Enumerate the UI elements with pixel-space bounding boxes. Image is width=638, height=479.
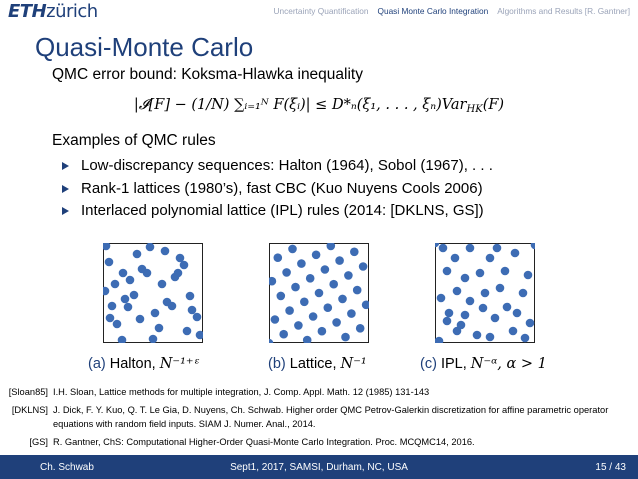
references [0, 385, 638, 449]
formula-lhs: |𝓘[F] − (1/N) ∑ᵢ₌₁ᴺ F(ξᵢ)| [133, 97, 311, 113]
data-point [121, 295, 130, 304]
data-point [511, 249, 520, 258]
data-point [347, 309, 356, 318]
halton-point-plot [103, 243, 203, 343]
data-point [443, 267, 452, 276]
data-point [362, 301, 369, 310]
halton-caption [88, 355, 200, 373]
eth-logo [8, 2, 98, 22]
data-point [315, 289, 324, 298]
data-point [513, 309, 522, 318]
data-point [476, 269, 485, 278]
data-point [437, 294, 446, 303]
logo-bold: ETH [8, 1, 47, 22]
footer-page: 15 / 43 [595, 462, 626, 473]
data-point [496, 284, 505, 293]
data-point [335, 256, 344, 265]
data-point [285, 306, 294, 315]
data-point [466, 297, 475, 306]
data-point [479, 304, 488, 313]
data-point [119, 269, 128, 278]
data-point [344, 271, 353, 280]
data-point [130, 291, 139, 300]
data-point [329, 280, 338, 289]
formula-tail: (F) [482, 97, 505, 113]
data-point [136, 315, 145, 324]
data-point [353, 286, 362, 295]
data-point [486, 333, 495, 342]
lattice-plot-svg [269, 243, 369, 343]
data-point [439, 244, 448, 253]
formula-rel: ≤ [310, 97, 332, 113]
data-point [338, 295, 347, 304]
data-point [113, 320, 122, 329]
data-point [149, 335, 158, 343]
data-point [269, 339, 273, 343]
footer-author: Ch. Schwab [40, 462, 94, 473]
formula-hk: HK [466, 104, 483, 115]
data-point [524, 271, 533, 280]
data-point [300, 298, 309, 307]
data-point [303, 336, 312, 343]
lattice-point-plot [269, 243, 369, 343]
caption-label: IPL, [436, 356, 471, 372]
data-point [103, 243, 110, 250]
data-point [274, 253, 283, 262]
data-point [521, 334, 530, 343]
data-point [133, 250, 142, 259]
caption-math: N⁻¹ [340, 356, 367, 372]
bullet-triangle-icon [62, 185, 69, 193]
data-point [435, 243, 439, 247]
data-point [279, 330, 288, 339]
logo-rest: zürich [46, 1, 98, 22]
bullet-text: Rank-1 lattices (1980’s), fast CBC (Kuo Nuyens Cools 2006) [81, 179, 483, 197]
caption-tag: (a) [88, 356, 106, 372]
bullet-text: Low-discrepancy sequences: Halton (1964), Sobol (1967), . . . [81, 157, 493, 174]
nav-algorithms[interactable]: Algorithms and Results [R. Gantner] [497, 6, 630, 16]
bullet-text: Interlaced polynomial lattice (IPL) rules (2014: [DKLNS, GS]) [81, 202, 484, 219]
data-point [332, 318, 341, 327]
data-point [356, 324, 365, 333]
data-point [457, 321, 466, 330]
data-point [163, 298, 172, 307]
footer-event: Sept1, 2017, SAMSI, Durham, NC, USA [230, 462, 408, 473]
list-item [62, 200, 493, 223]
data-point [503, 303, 512, 312]
data-point [493, 244, 502, 253]
section-nav [273, 6, 630, 16]
data-point [526, 319, 535, 328]
data-point [171, 273, 180, 282]
reference-key: [DKLNS] [11, 404, 48, 415]
reference-text: I.H. Sloan, Lattice methods for multiple integration, J. Comp. Appl. Math. 12 (1985) 131-143 [53, 387, 430, 397]
data-point [183, 327, 192, 336]
list-item [62, 178, 493, 201]
caption-label: Halton, [105, 356, 160, 372]
halton-plot-svg [103, 243, 203, 343]
reference-dklns [0, 403, 638, 432]
data-point [461, 274, 470, 283]
data-point [124, 303, 133, 312]
data-point [108, 302, 117, 311]
data-point [491, 314, 500, 323]
ipl-plot-svg [435, 243, 535, 343]
data-point [350, 248, 359, 257]
lattice-caption [268, 355, 367, 373]
slide-title: Quasi-Monte Carlo [35, 32, 254, 62]
data-point [288, 245, 297, 254]
header-bar [0, 0, 638, 24]
caption-math: N⁻¹⁺ᵋ [159, 356, 200, 372]
data-point [453, 287, 462, 296]
data-point [509, 327, 518, 336]
data-point [451, 254, 460, 263]
list-item [62, 155, 493, 178]
data-point [486, 254, 495, 263]
reference-text: J. Dick, F. Y. Kuo, Q. T. Le Gia, D. Nuyens, Ch. Schwab. Higher order QMC Petrov-Galerkin discretization for affine parametric operator equations with random field inputs. SIAM J. Numer. Anal., 2014. [53, 404, 609, 429]
data-point [466, 244, 475, 253]
data-point [306, 274, 315, 283]
data-point [111, 280, 120, 289]
reference-key: [Sloan85] [8, 387, 48, 397]
data-point [531, 243, 535, 249]
caption-math: N⁻ᵅ, α > 1 [470, 356, 547, 372]
data-point [291, 283, 300, 292]
data-point [341, 333, 350, 342]
data-point [155, 324, 164, 333]
data-point [193, 313, 202, 322]
data-point [188, 306, 197, 315]
data-point [161, 247, 170, 256]
data-point [321, 265, 330, 274]
nav-uq[interactable]: Uncertainty Quantification [273, 6, 369, 16]
data-point [519, 289, 528, 298]
footer-bar [0, 455, 638, 479]
data-point [176, 254, 185, 263]
data-point [126, 276, 135, 285]
reference-text: R. Gantner, ChS: Computational Higher-Order Quasi-Monte Carlo Integration. Proc. MCQMC14, 2016. [53, 436, 475, 447]
data-point [297, 259, 306, 268]
data-point [445, 309, 454, 318]
bullet-triangle-icon [62, 162, 69, 170]
data-point [277, 292, 286, 301]
data-point [103, 287, 109, 296]
caption-tag: (b) [268, 356, 286, 372]
data-point [359, 262, 368, 271]
qmc-rules-list [62, 155, 493, 223]
data-point [443, 317, 452, 326]
data-point [282, 268, 291, 277]
data-point [118, 336, 127, 343]
data-point [473, 331, 482, 340]
reference-sloan85 [0, 385, 638, 400]
caption-label: Lattice, [285, 356, 341, 372]
data-point [186, 292, 195, 301]
data-point [158, 280, 167, 289]
examples-label: Examples of QMC rules [52, 132, 216, 149]
data-point [324, 303, 333, 312]
data-point [309, 312, 318, 321]
koksma-hlawka-formula [0, 94, 638, 121]
data-point [318, 327, 327, 336]
data-point [271, 315, 280, 324]
ipl-caption [420, 355, 547, 373]
bullet-triangle-icon [62, 207, 69, 215]
formula-rhs: D*ₙ(ξ₁, . . . , ξₙ)Var [331, 97, 467, 113]
reference-key: [GS] [29, 436, 48, 447]
data-point [481, 289, 490, 298]
data-point [269, 277, 276, 286]
data-point [327, 243, 336, 250]
data-point [501, 267, 510, 276]
data-point [106, 314, 115, 323]
caption-tag: (c) [420, 356, 437, 372]
data-point [196, 331, 203, 340]
data-point [151, 309, 160, 318]
data-point [138, 265, 147, 274]
ipl-point-plot [435, 243, 535, 343]
slide-subtitle: QMC error bound: Koksma-Hlawka inequality [52, 66, 363, 83]
data-point [461, 311, 470, 320]
data-point [435, 337, 443, 343]
nav-qmc[interactable]: Quasi Monte Carlo Integration [377, 6, 489, 16]
reference-gs [0, 435, 638, 450]
data-point [294, 321, 303, 330]
data-point [146, 243, 155, 251]
data-point [105, 258, 114, 267]
data-point [312, 251, 321, 260]
